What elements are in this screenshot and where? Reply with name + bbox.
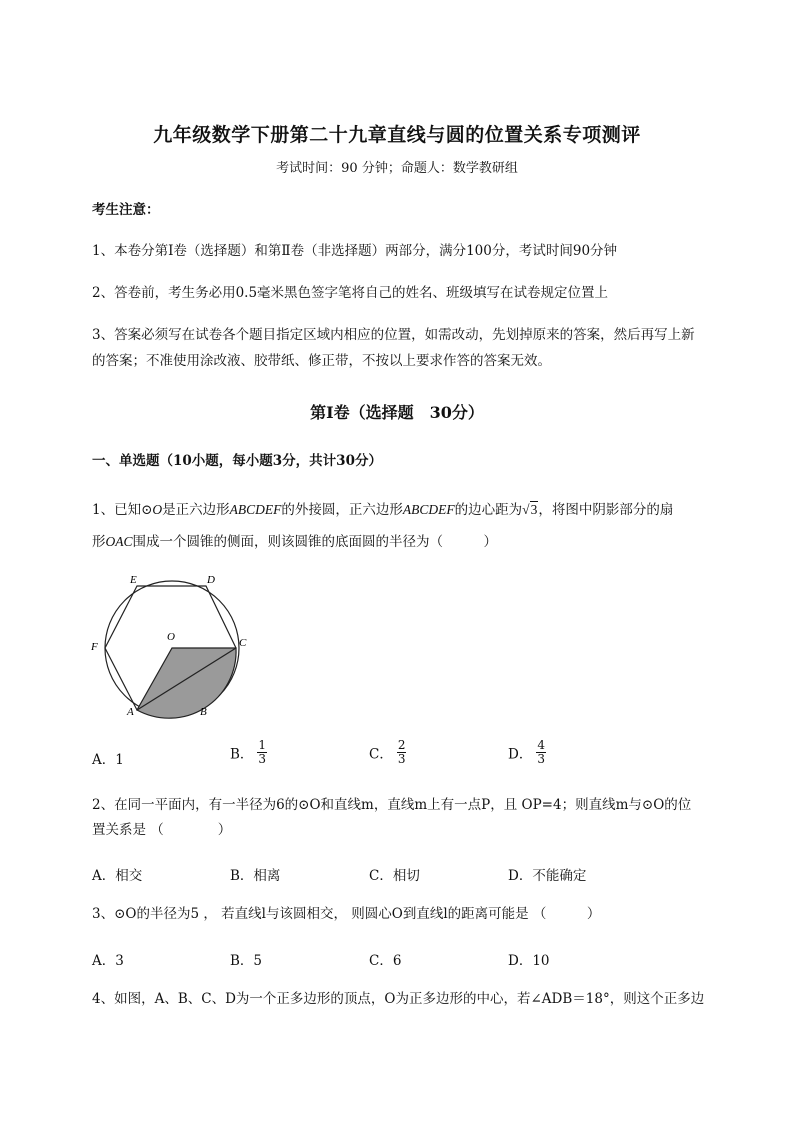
notice-item-3-cont: 的答案；不准使用涂改液、胶带纸、修正带，不按以上要求作答的答案无效。 — [92, 353, 551, 369]
q1-text: 形 — [92, 534, 106, 550]
exam-title: 九年级数学下册第二十九章直线与圆的位置关系专项测评 — [153, 124, 641, 146]
label-c: C — [239, 637, 247, 649]
notice-item-1: 1、本卷分第Ⅰ卷（选择题）和第Ⅱ卷（非选择题）两部分，满分100分，考试时间90分钟 — [92, 243, 618, 259]
label-d: D — [207, 574, 215, 586]
q3-option-c[interactable]: C．6 — [369, 953, 402, 969]
q1-option-d-fraction — [536, 739, 546, 766]
q3-option-b[interactable]: B．5 — [230, 953, 263, 969]
q1-text: 的外接圆，正六边形 — [281, 502, 403, 518]
part-title: 一、单选题（10小题，每小题3分，共计30分） — [92, 453, 382, 469]
q1-sqrt-radicand: 3 — [530, 502, 538, 517]
q2-line-2: 置关系是 （ ） — [92, 822, 232, 838]
fraction-numerator: 2 — [397, 738, 406, 752]
q1-option-c-prefix: C． — [369, 746, 393, 763]
q1-circle-name: O — [152, 502, 163, 517]
q1-option-d[interactable] — [508, 739, 546, 766]
label-f: F — [91, 641, 98, 653]
q2-option-a[interactable]: A．相交 — [92, 868, 143, 884]
fraction-numerator: 4 — [537, 738, 545, 752]
fraction-denominator: 3 — [537, 752, 545, 766]
q2-line-1: 2、在同一平面内，有一半径为6的⊙O和直线m，直线m上有一点P，且 OP=4；则直线m与⊙O的位 — [92, 797, 692, 813]
q3-option-a[interactable]: A．3 — [92, 953, 124, 969]
fraction-denominator: 3 — [258, 752, 267, 766]
q1-line-1 — [92, 500, 673, 520]
q2-option-c[interactable]: C．相切 — [369, 868, 420, 884]
q1-hexagon-name: ABCDEF — [229, 502, 282, 517]
q1-option-a[interactable]: A．1 — [92, 752, 124, 768]
shaded-sector — [137, 648, 236, 718]
q1-sqrt: √3 — [522, 502, 538, 517]
section-title: 第Ⅰ卷（选择题 30分） — [310, 403, 484, 422]
q3-option-d[interactable]: D．10 — [508, 953, 550, 969]
q1-option-b[interactable] — [230, 739, 267, 766]
q1-option-c[interactable] — [369, 739, 406, 766]
notice-item-2: 2、答卷前，考生务必用0.5毫米黑色签字笔将自己的姓名、班级填写在试卷规定位置上 — [92, 285, 609, 301]
q3-line-1: 3、⊙O的半径为5 ， 若直线l与该圆相交， 则圆心O到直线l的距离可能是 （ ） — [92, 906, 601, 922]
q1-option-c-fraction — [397, 739, 407, 766]
label-e: E — [130, 574, 137, 586]
label-a: A — [127, 706, 134, 718]
notice-item-3: 3、答案必须写在试卷各个题目指定区域内相应的位置，如需改动，先划掉原来的答案，然后再写上新 — [92, 327, 695, 343]
q1-figure — [88, 570, 253, 720]
label-b: B — [200, 706, 207, 718]
fraction-numerator: 1 — [258, 738, 267, 752]
exam-subtitle: 考试时间：90 分钟；命题人：数学教研组 — [276, 161, 518, 176]
fraction-denominator: 3 — [397, 752, 406, 766]
q4-line-1: 4、如图，A、B、C、D为一个正多边形的顶点，O为正多边形的中心，若∠ADB＝18°，则这个正多边 — [92, 991, 705, 1007]
q1-option-b-fraction — [257, 739, 267, 766]
q1-line-2 — [92, 532, 497, 552]
q2-option-d[interactable]: D．不能确定 — [508, 868, 587, 884]
q1-text: 的边心距为 — [454, 502, 523, 518]
label-o: O — [167, 631, 175, 643]
q1-sector-name: OAC — [105, 534, 133, 549]
notice-heading: 考生注意： — [92, 202, 160, 218]
q1-text: ，将图中阴影部分的扇 — [538, 502, 674, 518]
q1-option-b-prefix: B． — [230, 746, 254, 763]
q1-text: 围成一个圆锥的侧面，则该圆锥的底面圆的半径为（ ） — [132, 534, 497, 550]
q1-option-d-prefix: D． — [508, 746, 533, 763]
q1-hexagon-name: ABCDEF — [402, 502, 455, 517]
q2-option-b[interactable]: B．相离 — [230, 868, 281, 884]
q1-text: 1、已知⊙ — [92, 502, 153, 518]
q1-text: 是正六边形 — [162, 502, 230, 518]
